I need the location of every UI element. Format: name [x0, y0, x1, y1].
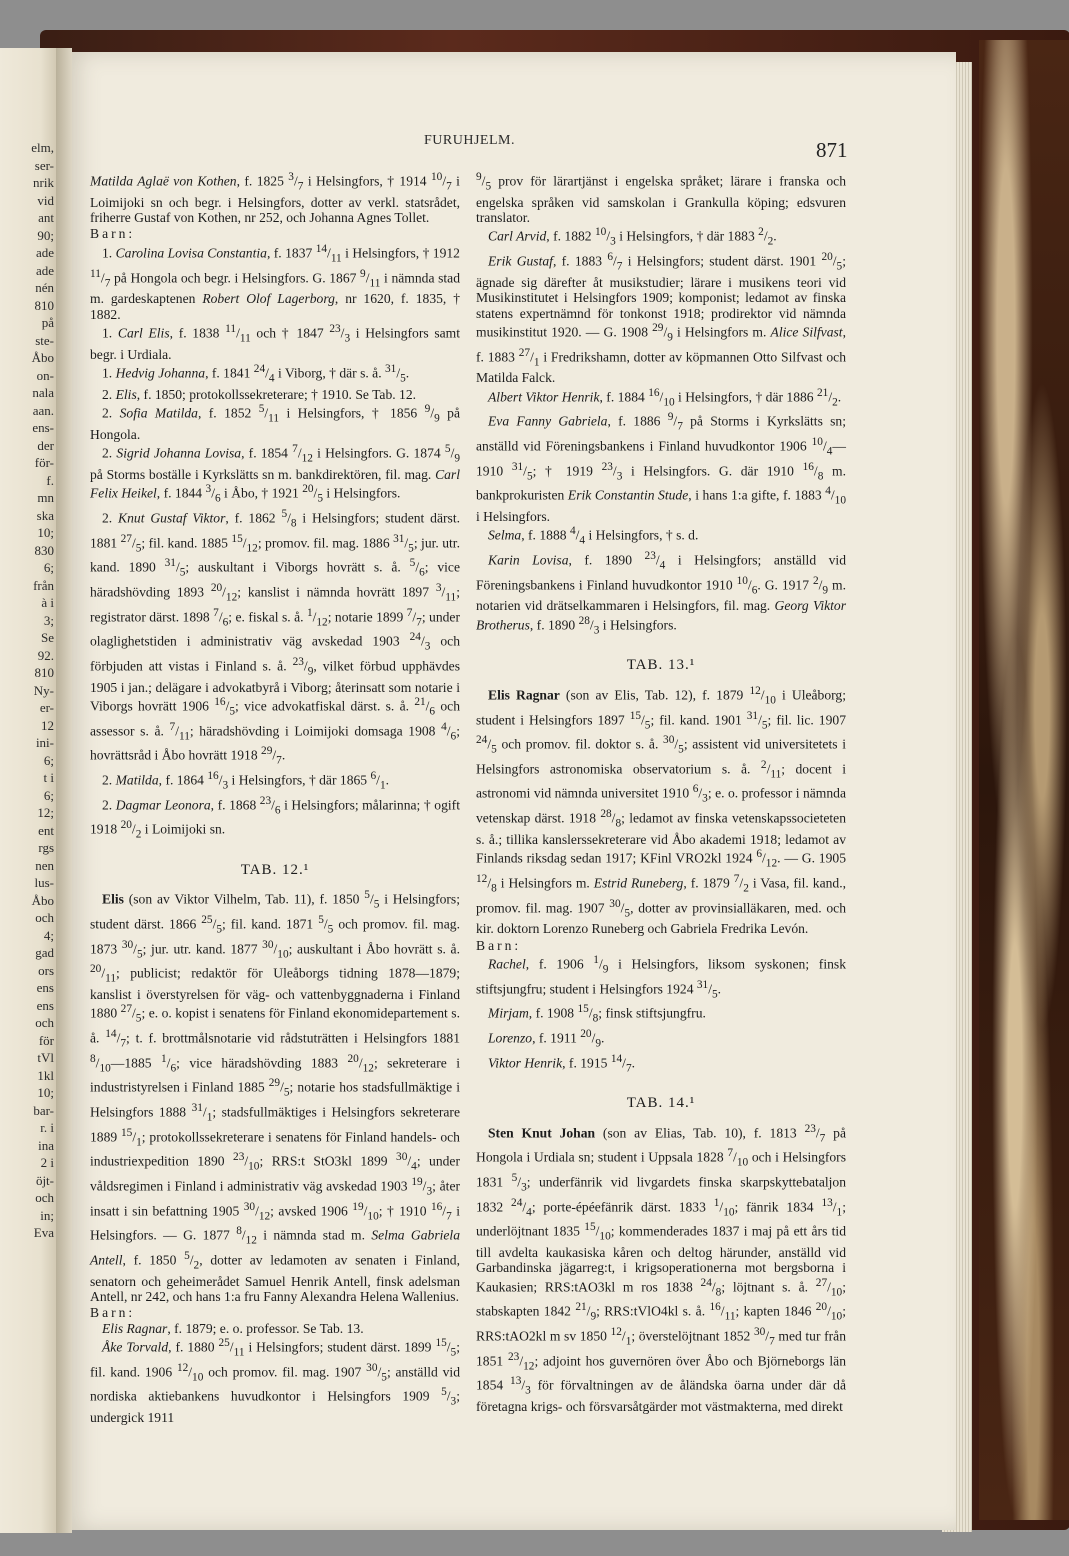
left-page-text-fragment: ser-	[34, 157, 54, 173]
table-heading: TAB. 13.¹	[626, 657, 696, 674]
left-page-text-fragment: ens-	[32, 420, 54, 435]
entry-paragraph: 2. Knut Gustaf Viktor, f. 1862 $^5/_8$ i Helsingfors; student därst. 1881 $^{27}/_5$; fil. kand. 1885 $^{15}/_{12}$; promov. fil. mag. 1886 $^{31}/_5$; jur. utr. kand. 1890 $^{31}/_5$; auskultant i Viborgs hovrätt s. å. $^5/_6$; vice häradshövding 1893 $^{20}/_{12}$; kanslist i nämnda hovrätt 1897 $^3/_{11}$; registrator därst. 1898 $^7/_6$; e. fiskal s. å. $^1/_{12}$; notarie 1899 $^7/_7$; under olaglighetstiden i administrativ väg avskedad 1903 $^{24}/_3$ och förbjuden att vistas i Finland s. å. $^{23}/_9$, vilket förbud upphävdes 1905 i jan.; delägare i advokatbyrå i Viborg; återinsatt som notarie i Viborgs hovrätt 1906 $^{16}/_5$; vice advokatfiskal därst. s. å. $^{21}/_6$ och assessor s. å. $^7/_{11}$; häradshövding i Loimijoki domsaga 1908 $^4/_6$; hovrättsråd i Åbo hovrätt 1918 $^{29}/_7$.	[90, 507, 461, 767]
entry-paragraph: Carl Arvid, f. 1882 $^{10}/_3$ i Helsingfors, † där 1883 $^2/_2$.	[488, 226, 777, 248]
left-page-text-fragment: on-	[36, 367, 54, 383]
left-page-text-fragment: ens	[36, 997, 54, 1013]
left-page-text-fragment: mn	[37, 490, 54, 505]
left-page-text-fragment: ina	[38, 1137, 54, 1153]
left-page-text-fragment: Ny-	[33, 682, 54, 698]
children-heading: Barn:	[476, 937, 522, 953]
left-page-text-fragment: och	[35, 1190, 54, 1205]
left-page-text-fragment: f.	[46, 472, 54, 488]
left-page-text-fragment: ant	[38, 210, 54, 225]
left-page-text-fragment: vid	[37, 192, 54, 208]
entry-paragraph: Eva Fanny Gabriela, f. 1886 $^9/_7$ på Storms i Kyrkslätts sn; anställd vid Föreningsbankens i Finland huvudkontor 1906 $^{10}/_4—1910$ $^{31}/_5$; † 1919 $^{23}/_3$ i Helsingfors. G. där 1910 $^{16}/_8$ m. bankprokuristen Erik Constantin Stude, i hans 1:a gifte, f. 1883 $^4/_{10}$ i Helsingfors.	[476, 411, 846, 524]
left-page-text-fragment: ade	[35, 262, 54, 278]
left-page-text-fragment: 12;	[37, 805, 54, 820]
left-page-text-fragment: ade	[35, 245, 54, 260]
entry-paragraph: 1. Carolina Lovisa Constantia, f. 1837 $^{14}/_{11}$ i Helsingfors, † 1912 $^{11}/_7$ på Hongola och begr. i Helsingfors. G. 1867 $^9/_{11}$ i nämnda stad m. gardeskaptenen Robert Olof Lagerborg, nr 1620, f. 1835, † 1882.	[90, 242, 461, 322]
left-page-text-fragment: och	[35, 910, 54, 925]
left-page-text-fragment: nrik	[33, 175, 54, 190]
left-page-text-fragment: 3;	[43, 612, 54, 628]
entry-paragraph: 1. Carl Elis, f. 1838 $^{11}/_{11}$ och † 1847 $^{23}/_3$ i Helsingfors samt begr. i Urdiala.	[90, 323, 460, 362]
left-page-text-fragment: nala	[32, 385, 54, 400]
left-page-text-fragment: gad	[35, 945, 54, 960]
left-page-text-fragment: från	[33, 577, 54, 593]
left-page-text-fragment: nen	[35, 857, 54, 873]
left-page-text-fragment: er-	[39, 700, 54, 715]
entry-paragraph: Elis Ragnar (son av Elis, Tab. 12), f. 1879 $^{12}/_{10}$ i Uleåborg; student i Helsingfors 1897 $^{15}/_5$; fil. kand. 1901 $^{31}/_5$; fil. lic. 1907 $^{24}/_5$ och promov. fil. doktor s. å. $^{30}/_5$; assistent vid universitetets i Helsingfors astronomiska observatorium s. å. $^2/_{11}$; docent i astronomi vid nämnda universitet 1910 $^6/_3$; e. o. professor i nämnda vetenskap därst. 1918 $^{28}/_8$; ledamot av finska vetenskapssocieteten s. å.; tillika kanslerssekreterare vid Åbo akademi 1918; ledamot av Finlands riksdag sedan 1917; KFinl VRO2kl 1924 $^6/_{12}$. — G. 1905 $^{12}/_8$ i Helsingfors m. Estrid Runeberg, f. 1879 $^7/_2$ i Vasa, fil. kand., promov. fil. mag. 1907 $^{30}/_5$, dotter av provinsialläkaren, med. och kir. doktorn Lorenzo Runeberg och Gabriela Fredrika Levón.	[476, 684, 846, 937]
left-page-text-fragment: Åbo	[31, 892, 54, 908]
left-page-text-fragment: 6;	[43, 560, 54, 575]
running-title: FURUHJELM.	[424, 133, 515, 148]
entry-paragraph: Viktor Henrik, f. 1915 $^{14}/_7$.	[488, 1052, 636, 1074]
left-page-text-fragment: 6;	[43, 787, 54, 803]
left-page-text-fragment: ini-	[35, 735, 54, 750]
entry-paragraph: Elis Ragnar, f. 1879; e. o. professor. Se Tab. 13.	[102, 1320, 364, 1336]
left-page-edge	[0, 48, 58, 1533]
table-heading: TAB. 14.¹	[626, 1095, 696, 1112]
left-page-text-fragment: ens	[36, 980, 54, 995]
left-page-text-fragment: tVl	[37, 1050, 54, 1065]
entry-paragraph: 2. Elis, f. 1850; protokollssekreterare; † 1910. Se Tab. 12.	[102, 386, 417, 402]
entry-paragraph: 1. Hedvig Johanna, f. 1841 $^{24}/_4$ i Viborg, † där s. å. $^{31}/_5$.	[102, 363, 410, 385]
left-page-text-fragment: 10;	[37, 525, 54, 540]
entry-paragraph: Åke Torvald, f. 1880 $^{25}/_{11}$ i Helsingfors; student därst. 1899 $^{15}/_5$; fil. kand. 1906 $^{12}/_{10}$ och promov. fil. mag. 1907 $^{30}/_5$; anställd vid nordiska aktiebankens huvudkontor i Helsingfors 1909 $^5/_3$; undergick 1911	[90, 1337, 460, 1426]
left-page-text-fragment: elm,	[31, 140, 54, 155]
entry-paragraph: Lorenzo, f. 1911 $^{20}/_9$.	[488, 1027, 605, 1050]
entry-paragraph: 2. Sigrid Johanna Lovisa, f. 1854 $^7/_{12}$ i Helsingfors. G. 1874 $^5/_9$ på Storms boställe i Kyrkslätts sn m. bankdirektören, fil. mag. Carl Felix Heikel, f. 1844 $^3/_6$ i Åbo, † 1921 $^{20}/_5$ i Helsingfors.	[90, 443, 461, 505]
entry-paragraph: 2. Dagmar Leonora, f. 1868 $^{23}/_6$ i Helsingfors; målarinna; † ogift 1918 $^{20}/_2$ i Loimijoki sn.	[90, 794, 460, 841]
left-page-text-fragment: 10;	[37, 1085, 54, 1100]
gutter	[56, 48, 72, 1533]
left-page-text-fragment: 2 i	[40, 1155, 54, 1170]
left-page-text-fragment: Åbo	[31, 350, 54, 365]
left-page-text-fragment: 6;	[43, 752, 54, 768]
left-page-text-fragment: der	[37, 437, 54, 453]
entry-paragraph: Mirjam, f. 1908 $^{15}/_8$; finsk stiftsjungfru.	[488, 1003, 706, 1025]
entry-paragraph: Matilda Aglaë von Kothen, f. 1825 $^3/_7$ i Helsingfors, † 1914 $^{10}/_7$ i Loimijoki sn och begr. i Helsingfors, dotter av verkl. statsrådet, friherre Gustaf von Kothen, nr 252, och Johanna Agnes Tollet.	[90, 171, 460, 226]
left-page-text-fragment: 12	[41, 717, 54, 733]
left-page-text-fragment: på	[41, 315, 54, 330]
left-page-text-fragment: aan.	[32, 402, 54, 418]
left-page-text-fragment: rgs	[38, 840, 54, 855]
left-page-text-fragment: för-	[34, 455, 54, 470]
left-page-text-fragment: 90;	[37, 227, 54, 243]
marbled-page-edge	[979, 40, 1069, 1520]
entry-paragraph: Sten Knut Johan (son av Elias, Tab. 10), f. 1813 $^{23}/_7$ på Hongola i Urdiala sn; student i Uppsala 1828 $^7/_{10}$ och i Helsingfors 1831 $^5/_3$; underfänrik vid livgardets finska skarpskyttebataljon 1832 $^{24}/_4$; porte-épéefänrik därst. 1833 $^1/_{10}$; fänrik 1834 $^{13}/_1$; underlöjtnant 1835 $^{15}/_{10}$; kommenderades 1837 i maj på ett års tid till avdelta kaukasiska kåren och deltog härunder, anställd vid Garbandinska jägarreg:t, i krigsoperationerna mot bergsborna i Kaukasien; RRS:tAO3kl m ros 1838 $^{24}/_8$; löjtnant s. å. $^{27}/_{10}$; stabskapten 1842 $^{21}/_9$; RRS:tVlO4kl s. å. $^{16}/_{11}$; kapten 1846 $^{20}/_{10}$; RRS:tAO2kl m sv 1850 $^{12}/_1$; överstelöjtnant 1852 $^{30}/_7$ med tur från 1851 $^{23}/_{12}$; adjoint hos guvernören över Åbo och Björneborgs län 1854 $^{13}/_3$ för förvaltningen av de åländska öarna under där då företagna krigs- och försvarsåtgärder mot västmakterna, med direkt	[476, 1122, 847, 1415]
children-heading: Barn:	[90, 226, 136, 242]
left-page-text-fragment: 810	[34, 297, 54, 313]
left-page-text-fragment: 810	[34, 665, 54, 680]
left-page-text-fragment: r. i	[40, 1120, 54, 1135]
left-page-text-fragment: ska	[36, 507, 54, 523]
left-page-text-fragment: nén	[35, 280, 54, 295]
left-page-text-fragment: 830	[34, 542, 54, 558]
left-page-text-fragment: in;	[40, 1207, 54, 1223]
right-column	[476, 170, 846, 1414]
entry-paragraph: Erik Gustaf, f. 1883 $^6/_7$ i Helsingfors; student därst. 1901 $^{20}/_5$; ägnade sig därefter åt musikstudier; lärare i musikens teori vid Musikinstitutet i Helsingfors 1909; komponist; ledamot av finska statens expertnämnd för tonkonst 1918; prodirektor vid nämnda musikinstitut 1920. — G. 1908 $^{29}/_9$ i Helsingfors m. Alice Silfvast, f. 1883 $^{27}/_1$ i Fredrikshamn, dotter av köpmannen Otto Silfvast och Matilda Falck.	[476, 251, 846, 386]
page-number: 871	[816, 138, 848, 162]
entry-paragraph: Elis (son av Viktor Vilhelm, Tab. 11), f. 1850 $^5/_5$ i Helsingfors; student därst. 1866 $^{25}/_5$; fil. kand. 1871 $^5/_5$ och promov. fil. mag. 1873 $^{30}/_5$; jur. utr. kand. 1877 $^{30}/_{10}$; auskultant i Åbo hovrätt s. å. $^{20}/_{11}$; publicist; redaktör för Uleåborgs tidning 1878—1879; kanslist i överstyrelsen för väg- och vattenbyggnaderna i Finland 1880 $^{27}/_5$; e. o. kopist i senatens för Finland ekonomidepartement s. å. $^{14}/_7$; t. f. brottmålsnotarie vid rådstuträtten i Helsingfors 1881 $^8/_{10}—1885$ $^1/_6$; vice häradshövding 1883 $^{20}/_{12}$; sekreterare i industristyrelsen i Finland 1885 $^{29}/_5$; notarie hos stadsfullmäktige i Helsingfors 1888 $^{31}/_1$; stadsfullmäktiges i Helsingfors sekreterare 1889 $^{15}/_1$; protokollssekreterare i senatens för Finland handels- och industriexpedition 1890 $^{23}/_{10}$; RRS:t StO3kl 1899 $^{30}/_4$; under våldsregimen i Finland i administrativ väg avskedad 1903 $^{19}/_3$; åter insatt i sin befattning 1905 $^{30}/_{12}$; avsked 1906 $^{19}/_{10}$; † 1910 $^{16}/_7$ i Helsingfors. — G. 1877 $^8/_{12}$ i nämnda stad m. Selma Gabriela Antell, f. 1850 $^5/_2$, dotter av ledamoten av senaten i Finland, senatorn och geheimerådet Samuel Henrik Antell, finsk adelsman Antell, nr 242, och hans 1:a fru Fanny Alexandra Helena Wallenius.	[90, 889, 461, 1304]
left-page-text-fragment: bar-	[33, 1102, 54, 1118]
entry-paragraph: Selma, f. 1888 $^4/_4$ i Helsingfors, † s. d.	[488, 525, 699, 547]
entry-paragraph: Karin Lovisa, f. 1890 $^{23}/_4$ i Helsingfors; anställd vid Föreningsbankens i Finland huvudkontor 1910 $^{10}/_6$. G. 1917 $^2/_9$ m. notarien vid drätselkammaren i Helsingfors, fil. mag. Georg Viktor Brotherus, f. 1890 $^{28}/_3$ i Helsingfors.	[476, 550, 847, 637]
entry-paragraph: Rachel, f. 1906 $^1/_9$ i Helsingfors, liksom syskonen; finsk stiftsjungfru; student i Helsingfors 1924 $^{31}/_5$.	[476, 953, 846, 1000]
entry-paragraph: 2. Matilda, f. 1864 $^{16}/_3$ i Helsingfors, † där 1865 $^6/_1$.	[102, 769, 390, 792]
left-page-text-fragment: 92.	[37, 647, 54, 663]
left-page-text-fragment: ent	[38, 822, 54, 838]
children-heading: Barn:	[90, 1305, 136, 1321]
left-page-text-fragment: och	[35, 1015, 54, 1030]
left-page-text-fragment: för	[38, 1032, 54, 1048]
left-page-text-fragment: à i	[41, 595, 54, 610]
left-page-text-fragment: 4;	[43, 927, 54, 943]
left-page-text-fragment: ste-	[35, 332, 54, 348]
left-page-text-fragment: Se	[41, 630, 54, 645]
left-page-text-fragment: lus-	[34, 875, 54, 890]
table-heading: TAB. 12.¹	[240, 861, 310, 878]
left-column	[90, 170, 460, 1426]
left-page-text-fragment: ors	[38, 962, 54, 978]
left-page-text-fragment: 1kl	[37, 1067, 54, 1083]
left-page-text-fragment: t i	[43, 770, 54, 785]
left-page-text-fragment: Eva	[33, 1225, 54, 1240]
left-page-text-fragment: öjt-	[35, 1172, 54, 1188]
entry-paragraph: $^9/_5$ prov för lärartjänst i engelska språket; lärare i franska och engelska språken vid samskolan i Grankulla köping; edsvuren translator.	[476, 171, 846, 226]
entry-paragraph: 2. Sofia Matilda, f. 1852 $^5/_{11}$ i Helsingfors, † 1856 $^9/_9$ på Hongola.	[90, 403, 460, 442]
entry-paragraph: Albert Viktor Henrik, f. 1884 $^{16}/_{10}$ i Helsingfors, † där 1886 $^{21}/_2$.	[488, 386, 842, 408]
